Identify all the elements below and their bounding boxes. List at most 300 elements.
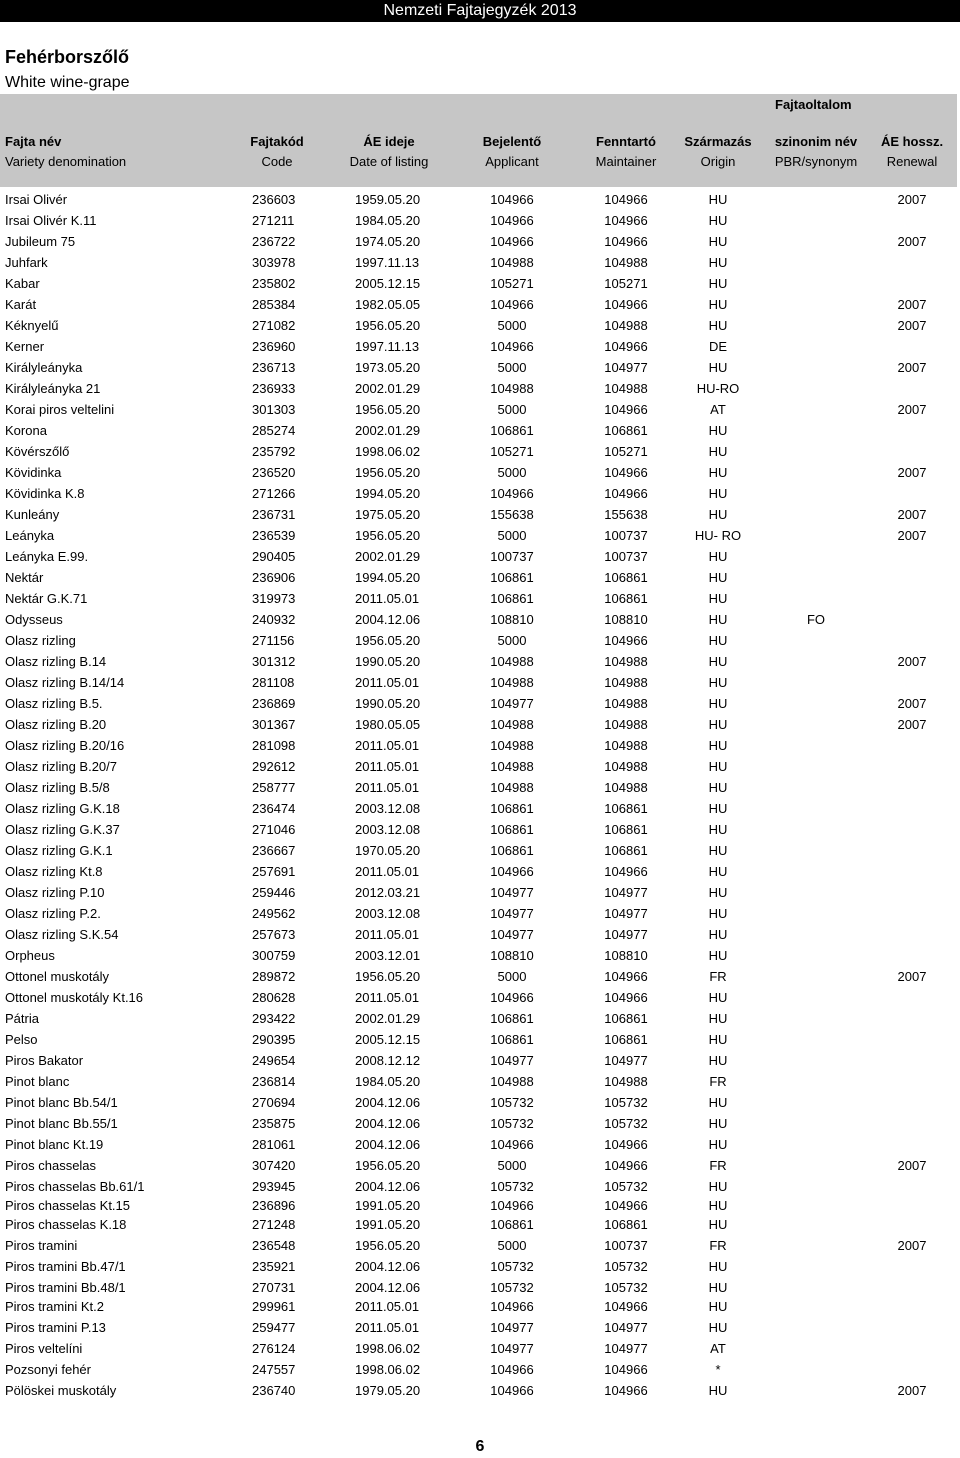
listing-date: 2004.12.06 — [355, 1280, 421, 1295]
maintainer-code: 155638 — [604, 507, 648, 522]
table-row — [0, 883, 960, 903]
listing-date: 1994.05.20 — [355, 570, 421, 585]
origin: HU — [708, 675, 728, 690]
origin: HU — [708, 1383, 728, 1398]
renewal-year: 2007 — [897, 192, 927, 207]
listing-date: 1982.05.05 — [355, 297, 421, 312]
variety-code: 236906 — [252, 570, 296, 585]
variety-code: 236960 — [252, 339, 296, 354]
maintainer-code: 105732 — [604, 1280, 648, 1295]
table-row — [0, 904, 960, 924]
variety-name: Olasz rizling — [5, 633, 76, 648]
applicant-code: 106861 — [490, 570, 534, 585]
variety-code: 281061 — [252, 1137, 296, 1152]
origin: HU — [708, 864, 728, 879]
variety-code: 236896 — [252, 1198, 296, 1213]
maintainer-code: 104977 — [604, 1053, 648, 1068]
applicant-code: 104988 — [490, 717, 534, 732]
variety-code: 236603 — [252, 192, 296, 207]
header-label-hu: ÁE hossz. — [880, 134, 944, 149]
applicant-code: 105732 — [490, 1280, 534, 1295]
listing-date: 1959.05.20 — [355, 192, 421, 207]
applicant-code: 5000 — [497, 1158, 527, 1173]
applicant-code: 104966 — [490, 234, 534, 249]
applicant-code: 104977 — [490, 927, 534, 942]
maintainer-code: 100737 — [604, 528, 648, 543]
variety-code: 236520 — [252, 465, 296, 480]
applicant-code: 104988 — [490, 654, 534, 669]
listing-date: 1998.06.02 — [355, 444, 421, 459]
table-row — [0, 253, 960, 273]
variety-name: Piros tramini Bb.47/1 — [5, 1259, 126, 1274]
applicant-code: 106861 — [490, 1217, 534, 1232]
listing-date: 1956.05.20 — [355, 1158, 421, 1173]
variety-name: Kövérszőlő — [5, 444, 70, 459]
header-label-en: Origin — [700, 154, 736, 169]
renewal-year: 2007 — [897, 969, 927, 984]
variety-name: Királyleányka — [5, 360, 83, 375]
variety-name: Olasz rizling B.20 — [5, 717, 107, 732]
applicant-code: 105732 — [490, 1179, 534, 1194]
variety-code: 257691 — [252, 864, 296, 879]
listing-date: 2011.05.01 — [355, 927, 420, 942]
table-row — [0, 1360, 960, 1380]
variety-code: 293422 — [252, 1011, 296, 1026]
maintainer-code: 104966 — [604, 339, 648, 354]
maintainer-code: 104988 — [604, 318, 648, 333]
table-row — [0, 1135, 960, 1155]
listing-date: 2004.12.06 — [355, 1179, 421, 1194]
origin: AT — [710, 1341, 726, 1356]
listing-date: 1990.05.20 — [355, 696, 421, 711]
variety-code: 271266 — [252, 486, 296, 501]
variety-code: 301367 — [252, 717, 296, 732]
maintainer-code: 106861 — [604, 1011, 648, 1026]
maintainer-code: 104966 — [604, 1362, 648, 1377]
variety-code: 271211 — [252, 213, 295, 228]
variety-name: Pinot blanc Bb.54/1 — [5, 1095, 118, 1110]
variety-name: Olasz rizling B.20/16 — [5, 738, 125, 753]
listing-date: 1991.05.20 — [355, 1198, 421, 1213]
table-row — [0, 421, 960, 441]
variety-name: Nektár — [5, 570, 44, 585]
maintainer-code: 105732 — [604, 1259, 648, 1274]
origin: HU — [708, 906, 728, 921]
origin: HU — [708, 717, 728, 732]
maintainer-code: 105732 — [604, 1179, 648, 1194]
applicant-code: 5000 — [497, 360, 527, 375]
listing-date: 2011.05.01 — [355, 675, 420, 690]
table-row — [0, 673, 960, 693]
maintainer-code: 108810 — [604, 612, 648, 627]
variety-code: 240932 — [252, 612, 296, 627]
listing-date: 1991.05.20 — [355, 1217, 421, 1232]
header-code — [232, 132, 322, 172]
header-variety — [5, 132, 126, 172]
origin: HU — [708, 465, 728, 480]
variety-code: 301312 — [252, 654, 296, 669]
variety-code: 270694 — [252, 1095, 296, 1110]
table-row — [0, 505, 960, 525]
listing-date: 1997.11.13 — [355, 255, 420, 270]
page-number: 6 — [475, 1438, 485, 1455]
table-row — [0, 1009, 960, 1029]
applicant-code: 104966 — [490, 990, 534, 1005]
variety-name: Orpheus — [5, 948, 55, 963]
origin: HU — [708, 591, 728, 606]
renewal-year: 2007 — [897, 360, 927, 375]
applicant-code: 106861 — [490, 822, 534, 837]
applicant-code: 106861 — [490, 843, 534, 858]
variety-code: 285274 — [252, 423, 296, 438]
maintainer-code: 106861 — [604, 843, 648, 858]
origin: HU — [708, 633, 728, 648]
origin: HU — [708, 990, 728, 1005]
table-row — [0, 400, 960, 420]
header-label-hu: ÁE ideje — [363, 134, 415, 149]
variety-code: 236731 — [252, 507, 296, 522]
applicant-code: 104977 — [490, 1320, 534, 1335]
origin: HU — [708, 276, 728, 291]
origin: HU — [708, 927, 728, 942]
applicant-code: 105732 — [490, 1095, 534, 1110]
maintainer-code: 104988 — [604, 738, 648, 753]
origin: HU — [708, 234, 728, 249]
applicant-code: 104966 — [490, 864, 534, 879]
table-row — [0, 862, 960, 882]
maintainer-code: 106861 — [604, 801, 648, 816]
variety-code: 280628 — [252, 990, 296, 1005]
variety-name: Leányka E.99. — [5, 549, 89, 564]
listing-date: 1956.05.20 — [355, 1238, 421, 1253]
variety-name: Piros chasselas — [5, 1158, 97, 1173]
variety-code: 276124 — [252, 1341, 296, 1356]
table-row — [0, 1093, 960, 1113]
maintainer-code: 108810 — [604, 948, 648, 963]
table-row — [0, 757, 960, 777]
header-label-en: Code — [261, 154, 293, 169]
header-date — [336, 132, 442, 172]
table-row — [0, 1196, 960, 1216]
origin: HU — [708, 843, 728, 858]
table-row — [0, 715, 960, 735]
applicant-code: 105732 — [490, 1259, 534, 1274]
variety-code: 281098 — [252, 738, 296, 753]
origin: HU — [708, 1217, 728, 1232]
variety-code: 236722 — [252, 234, 296, 249]
listing-date: 1970.05.20 — [355, 843, 421, 858]
table-row — [0, 778, 960, 798]
header-synonym — [766, 132, 866, 172]
variety-name: Korai piros veltelini — [5, 402, 115, 417]
listing-date: 1984.05.20 — [355, 1074, 421, 1089]
category-title: Fehérborszőlő — [5, 47, 130, 67]
variety-name: Piros chasselas K.18 — [5, 1217, 127, 1232]
origin: HU — [708, 1032, 728, 1047]
applicant-code: 104988 — [490, 759, 534, 774]
variety-code: 236474 — [252, 801, 296, 816]
table-row — [0, 379, 960, 399]
table-row — [0, 1297, 960, 1317]
listing-date: 1974.05.20 — [355, 234, 421, 249]
applicant-code: 5000 — [497, 1238, 527, 1253]
variety-name: Olasz rizling P.10 — [5, 885, 105, 900]
variety-name: Olasz rizling B.5. — [5, 696, 103, 711]
maintainer-code: 104988 — [604, 717, 648, 732]
origin: HU — [708, 213, 728, 228]
variety-name: Kéknyelű — [5, 318, 59, 333]
listing-date: 2004.12.06 — [355, 612, 421, 627]
variety-code: 271046 — [252, 822, 296, 837]
maintainer-code: 106861 — [604, 423, 648, 438]
variety-code: 235792 — [252, 444, 296, 459]
renewal-year: 2007 — [897, 654, 927, 669]
maintainer-code: 104966 — [604, 864, 648, 879]
variety-name: Olasz rizling G.K.1 — [5, 843, 113, 858]
renewal-year: 2007 — [897, 717, 927, 732]
maintainer-code: 104977 — [604, 927, 648, 942]
listing-date: 2008.12.12 — [355, 1053, 421, 1068]
origin: HU — [708, 1011, 728, 1026]
variety-code: 290395 — [252, 1032, 296, 1047]
listing-date: 2004.12.06 — [355, 1259, 421, 1274]
variety-code: 300759 — [252, 948, 296, 963]
maintainer-code: 104977 — [604, 885, 648, 900]
listing-date: 2005.12.15 — [355, 276, 421, 291]
table-row — [0, 799, 960, 819]
header-label-en: Maintainer — [595, 154, 657, 169]
applicant-code: 104966 — [490, 192, 534, 207]
variety-name: Piros chasselas Bb.61/1 — [5, 1179, 145, 1194]
origin: HU — [708, 885, 728, 900]
maintainer-code: 106861 — [604, 1032, 648, 1047]
listing-date: 2002.01.29 — [355, 423, 421, 438]
table-row — [0, 568, 960, 588]
maintainer-code: 104977 — [604, 1341, 648, 1356]
applicant-code: 5000 — [497, 318, 527, 333]
origin: HU — [708, 654, 728, 669]
table-row — [0, 988, 960, 1008]
maintainer-code: 104966 — [604, 1299, 648, 1314]
maintainer-code: 104966 — [604, 402, 648, 417]
origin: FR — [709, 969, 727, 984]
listing-date: 2004.12.06 — [355, 1095, 421, 1110]
applicant-code: 104966 — [490, 1383, 534, 1398]
variety-code: 301303 — [252, 402, 296, 417]
header-label-hu: Fajtakód — [250, 134, 304, 149]
variety-code: 236539 — [252, 528, 296, 543]
header-label-en: Date of listing — [349, 154, 429, 169]
variety-code: 247557 — [252, 1362, 296, 1377]
table-row — [0, 1236, 960, 1256]
variety-code: 271248 — [252, 1217, 296, 1232]
maintainer-code: 104988 — [604, 654, 648, 669]
listing-date: 2002.01.29 — [355, 1011, 421, 1026]
origin: FR — [709, 1074, 727, 1089]
variety-name: Pinot blanc Kt.19 — [5, 1137, 104, 1152]
applicant-code: 106861 — [490, 423, 534, 438]
variety-name: Pelso — [5, 1032, 38, 1047]
table-row — [0, 484, 960, 504]
maintainer-code: 100737 — [604, 1238, 648, 1253]
applicant-code: 104977 — [490, 1341, 534, 1356]
header-origin — [670, 132, 766, 172]
variety-code: 236713 — [252, 360, 296, 375]
origin: HU — [708, 1179, 728, 1194]
listing-date: 2003.12.08 — [355, 822, 421, 837]
maintainer-code: 104966 — [604, 213, 648, 228]
maintainer-code: 106861 — [604, 822, 648, 837]
table-row — [0, 1030, 960, 1050]
category-subtitle: White wine-grape — [5, 74, 130, 91]
variety-name: Odysseus — [5, 612, 63, 627]
variety-code: 236814 — [252, 1074, 296, 1089]
listing-date: 2011.05.01 — [355, 990, 420, 1005]
maintainer-code: 104966 — [604, 192, 648, 207]
variety-code: 236933 — [252, 381, 296, 396]
variety-name: Pozsonyi fehér — [5, 1362, 91, 1377]
maintainer-code: 104988 — [604, 675, 648, 690]
applicant-code: 155638 — [490, 507, 534, 522]
variety-code: 303978 — [252, 255, 296, 270]
table-row — [0, 1278, 960, 1298]
table-row — [0, 211, 960, 231]
listing-date: 1997.11.13 — [355, 339, 420, 354]
applicant-code: 106861 — [490, 1011, 534, 1026]
origin: HU — [708, 738, 728, 753]
applicant-code: 104977 — [490, 906, 534, 921]
origin: HU — [708, 192, 728, 207]
renewal-year: 2007 — [897, 507, 927, 522]
variety-name: Piros chasselas Kt.15 — [5, 1198, 131, 1213]
table-row — [0, 1381, 960, 1401]
table-row — [0, 232, 960, 252]
listing-date: 1956.05.20 — [355, 969, 421, 984]
header-maintainer — [566, 132, 686, 172]
pbr-synonym: FO — [806, 612, 826, 627]
table-row — [0, 967, 960, 987]
variety-code: 235875 — [252, 1116, 296, 1131]
variety-code: 257673 — [252, 927, 296, 942]
table-row — [0, 652, 960, 672]
applicant-code: 5000 — [497, 528, 527, 543]
listing-date: 1956.05.20 — [355, 318, 421, 333]
listing-date: 2004.12.06 — [355, 1116, 421, 1131]
listing-date: 2012.03.21 — [355, 885, 421, 900]
table-row — [0, 463, 960, 483]
origin: * — [715, 1362, 721, 1377]
table-row — [0, 631, 960, 651]
origin: HU — [708, 801, 728, 816]
origin: HU — [708, 486, 728, 501]
renewal-year: 2007 — [897, 1238, 927, 1253]
table-row — [0, 946, 960, 966]
origin: HU — [708, 780, 728, 795]
variety-name: Piros tramini — [5, 1238, 78, 1253]
listing-date: 1956.05.20 — [355, 633, 421, 648]
table-row — [0, 337, 960, 357]
header-label-en: Variety denomination — [5, 154, 127, 169]
origin: HU — [708, 1053, 728, 1068]
variety-code: 249562 — [252, 906, 296, 921]
maintainer-code: 105271 — [604, 444, 648, 459]
listing-date: 1956.05.20 — [355, 465, 421, 480]
listing-date: 2011.05.01 — [355, 780, 420, 795]
variety-name: Leányka — [5, 528, 55, 543]
maintainer-code: 104977 — [604, 360, 648, 375]
listing-date: 2005.12.15 — [355, 1032, 421, 1047]
table-row — [0, 1051, 960, 1071]
maintainer-code: 100737 — [604, 549, 648, 564]
origin: HU — [708, 696, 728, 711]
listing-date: 1990.05.20 — [355, 654, 421, 669]
applicant-code: 5000 — [497, 402, 527, 417]
table-row — [0, 190, 960, 210]
table-row — [0, 610, 960, 630]
maintainer-code: 104988 — [604, 759, 648, 774]
applicant-code: 100737 — [490, 549, 534, 564]
variety-code: 290405 — [252, 549, 296, 564]
maintainer-code: 104988 — [604, 696, 648, 711]
applicant-code: 104966 — [490, 1137, 534, 1152]
listing-date: 2003.12.08 — [355, 906, 421, 921]
renewal-year: 2007 — [897, 528, 927, 543]
header-label-hu: Származás — [684, 134, 752, 149]
variety-name: Olasz rizling B.14 — [5, 654, 107, 669]
applicant-code: 104966 — [490, 213, 534, 228]
renewal-year: 2007 — [897, 696, 927, 711]
maintainer-code: 104966 — [604, 1137, 648, 1152]
origin: HU — [708, 1259, 728, 1274]
applicant-code: 104988 — [490, 1074, 534, 1089]
listing-date: 2011.05.01 — [355, 759, 420, 774]
maintainer-code: 104966 — [604, 234, 648, 249]
header-label-en: PBR/synonym — [774, 154, 858, 169]
table-row — [0, 526, 960, 546]
origin: HU — [708, 822, 728, 837]
maintainer-code: 104966 — [604, 486, 648, 501]
table-row — [0, 1177, 960, 1197]
applicant-code: 104966 — [490, 339, 534, 354]
variety-name: Pátria — [5, 1011, 39, 1026]
variety-name: Ottonel muskotály — [5, 969, 110, 984]
origin: HU — [708, 612, 728, 627]
variety-code: 259446 — [252, 885, 296, 900]
variety-code: 236667 — [252, 843, 296, 858]
variety-name: Karát — [5, 297, 37, 312]
header-label-hu: Fenntartó — [596, 134, 656, 149]
table-row — [0, 820, 960, 840]
origin: HU- RO — [694, 528, 742, 543]
listing-date: 2002.01.29 — [355, 549, 421, 564]
applicant-code: 104977 — [490, 1053, 534, 1068]
applicant-code: 104988 — [490, 780, 534, 795]
origin: HU-RO — [696, 381, 740, 396]
maintainer-code: 104988 — [604, 780, 648, 795]
applicant-code: 104977 — [490, 696, 534, 711]
applicant-code: 105732 — [490, 1116, 534, 1131]
variety-code: 235802 — [252, 276, 296, 291]
table-row — [0, 841, 960, 861]
applicant-code: 5000 — [497, 969, 527, 984]
listing-date: 2011.05.01 — [355, 591, 420, 606]
origin: DE — [708, 339, 728, 354]
origin: HU — [708, 360, 728, 375]
origin: HU — [708, 297, 728, 312]
listing-date: 2011.05.01 — [355, 1320, 420, 1335]
variety-name: Pinot blanc — [5, 1074, 70, 1089]
header-applicant — [452, 132, 572, 172]
